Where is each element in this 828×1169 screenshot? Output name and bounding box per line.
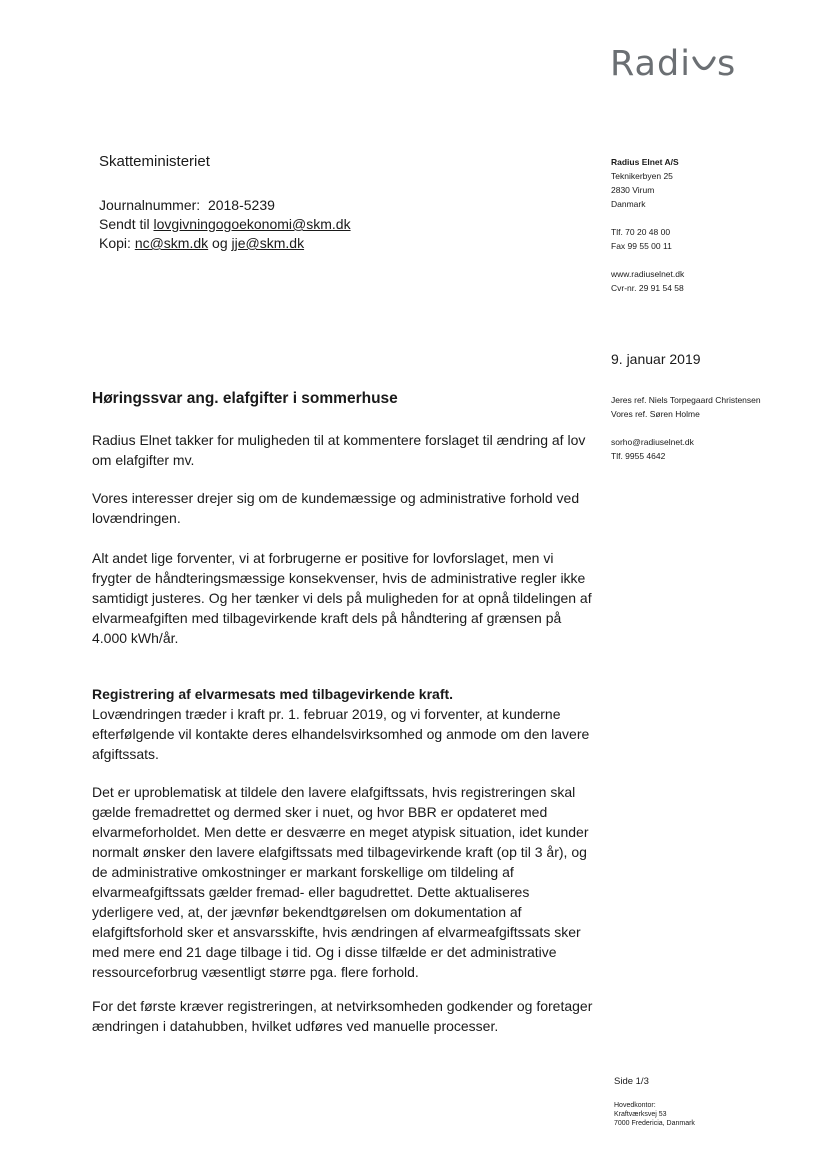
copy-label: Kopi: xyxy=(99,235,131,251)
paragraph-3: Alt andet lige forventer, vi at forbrugerne er positive for lovforslaget, men vi frygter de håndteringsmæssige konsekvenser, hvis de administrative regler ikke samtidigt justeres. Og her tænker vi dels på muligheden for at opnå tildelingen af elvarmeafgiften med tilbagevirkende kraft dels på håndtering af grænsen på 4.000 kWh/år. xyxy=(92,550,592,646)
sender-city: 2830 Virum xyxy=(611,185,655,195)
radius-logo xyxy=(610,44,736,84)
copy-email-link-1[interactable]: nc@skm.dk xyxy=(134,235,209,251)
sender-country: Danmark xyxy=(611,199,646,209)
paragraph-1: Radius Elnet takker for muligheden til at kommentere forslaget til ændring af lov om elafgifter mv. xyxy=(92,432,586,468)
hq-city: 7000 Fredericia, Danmark xyxy=(614,1120,695,1127)
sent-label: Sendt til xyxy=(99,216,150,232)
journal-number: 2018-5239 xyxy=(207,197,275,213)
paragraph-2: Vores interesser drejer sig om de kundemæssige og administrative forhold ved lovændringen. xyxy=(92,490,580,526)
copy-email-link-2[interactable]: jje@skm.dk xyxy=(231,235,305,251)
paragraph-4: Lovændringen træder i kraft pr. 1. februar 2019, og vi forventer, at kunderne efterfølgende vil kontakte deres elhandelsvirksomhed og anmode om den lavere afgiftssats. xyxy=(92,706,590,762)
our-reference: Vores ref. Søren Holme xyxy=(611,409,700,419)
copy-joiner: og xyxy=(212,235,228,251)
sender-cvr: Cvr-nr. 29 91 54 58 xyxy=(611,283,684,293)
sender-website[interactable]: www.radiuselnet.dk xyxy=(611,269,685,279)
hq-street: Kraftværksvej 53 xyxy=(614,1111,667,1118)
journal-line xyxy=(99,196,351,215)
letter-subject: Høringssvar ang. elafgifter i sommerhuse xyxy=(92,390,398,407)
sent-email-link[interactable]: lovgivningogoekonomi@skm.dk xyxy=(153,216,351,232)
section-heading: Registrering af elvarmesats med tilbagevirkende kraft. xyxy=(92,686,454,702)
logo-u-symbol xyxy=(691,49,717,75)
journal-label: Journalnummer: xyxy=(99,197,201,213)
logo-text-end: s xyxy=(716,44,737,84)
recipient-meta xyxy=(99,196,351,253)
page-number: Side 1/3 xyxy=(614,1076,649,1087)
head-office xyxy=(614,1101,695,1128)
sender-phone: Tlf. 70 20 48 00 xyxy=(611,227,671,237)
letter-date: 9. januar 2019 xyxy=(611,351,701,367)
paragraph-5: Det er uproblematisk at tildele den lavere elafgiftssats, hvis registreringen skal gælde fremadrettet og dermed sker i nuet, og hvor BBR er opdateret med elvarmeforholdet. Men dette er desværre en meget atypisk situation, idet kunder normalt ønsker den lavere elafgiftssats med tilbagevirkende kraft (op til 3 år), og de administrative omkostninger er markant forskellige om tildeling af elvarmeafgiftssats gælder fremad- eller bagudrettet. Dette aktualiseres yderligere ved, at, der jævnfør bekendtgørelsen om dokumentation af elafgiftsforhold sker et ansvarsskifte, hvis ændringen af elvarmeafgiftssats sker med mere end 21 dage tilbage i tid. Og i disse tilfælde er det administrative ressourceforbrug væsentligt større pga. flere forhold. xyxy=(92,784,589,980)
reference-phone: Tlf. 9955 4642 xyxy=(611,451,666,461)
logo-text-start: Radi xyxy=(610,44,691,84)
sender-company: Radius Elnet A/S xyxy=(611,157,679,167)
sender-street: Teknikerbyen 25 xyxy=(611,171,673,181)
section-registration xyxy=(92,684,594,764)
hq-label: Hovedkontor: xyxy=(614,1102,656,1109)
your-reference: Jeres ref. Niels Torpegaard Christensen xyxy=(611,395,761,405)
copy-line xyxy=(99,234,351,253)
sender-fax: Fax 99 55 00 11 xyxy=(611,241,672,251)
paragraph-6: For det første kræver registreringen, at netvirksomheden godkender og foretager ændringen i datahubben, hvilket udføres ved manuelle processer. xyxy=(92,998,593,1034)
reference-email[interactable]: sorho@radiuselnet.dk xyxy=(611,437,694,447)
recipient-name: Skatteministeriet xyxy=(99,153,210,170)
sent-to-line xyxy=(99,215,351,234)
